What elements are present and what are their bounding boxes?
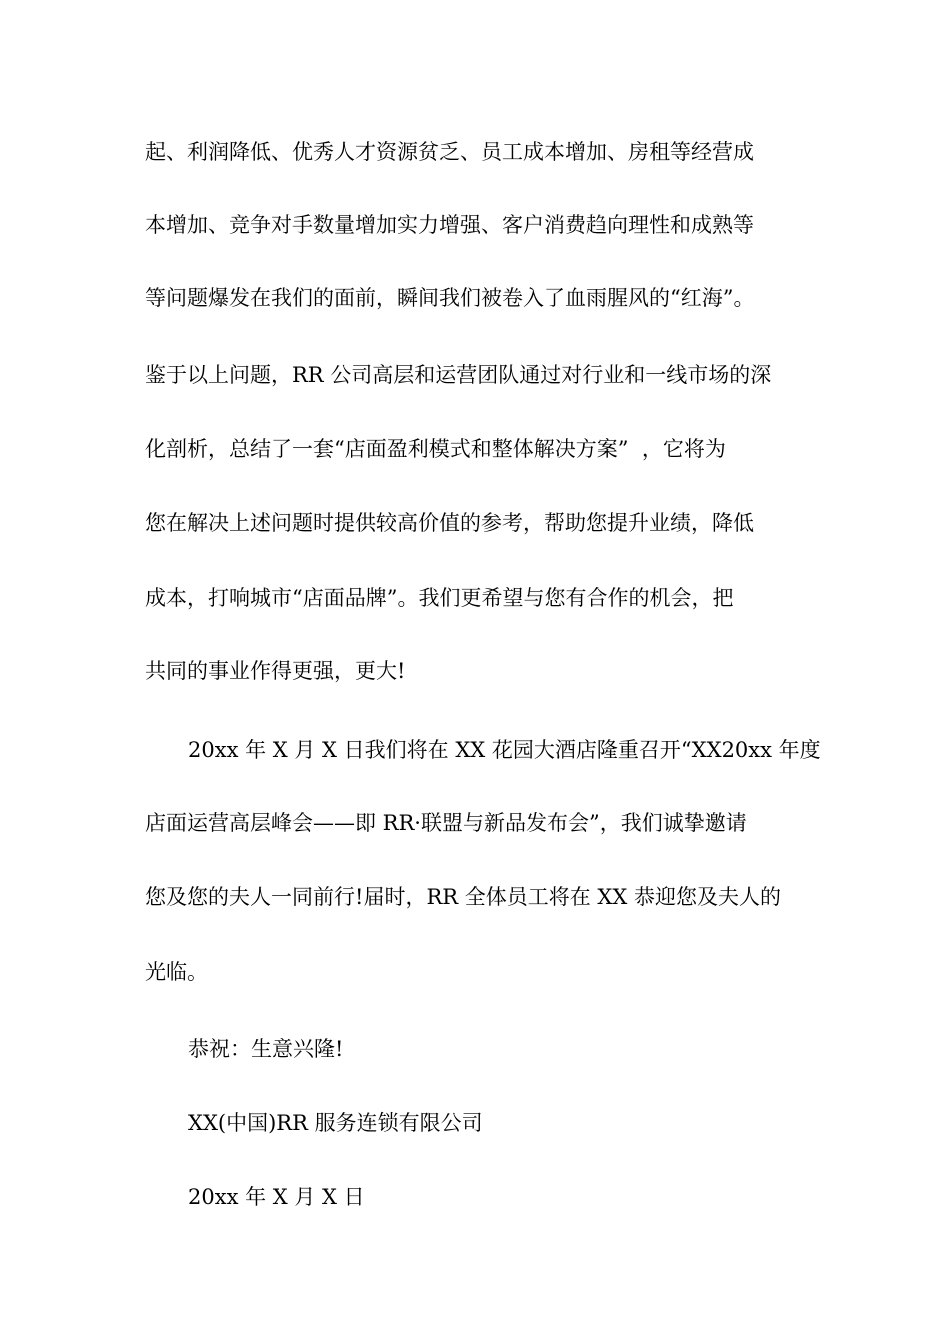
invitation-line-1: 20xx 年 X 月 X 日我们将在 XX 花园大酒店隆重召开“XX20xx 年度 [188, 738, 821, 762]
closing-wish: 恭祝：生意兴隆! [188, 1037, 344, 1061]
paragraph-line-2: 本增加、竞争对手数量增加实力增强、客户消费趋向理性和成熟等 [145, 213, 754, 237]
paragraph-line-4: 鉴于以上问题，RR 公司高层和运营团队通过对行业和一线市场的深 [145, 363, 772, 387]
paragraph-line-8: 共同的事业作得更强，更大! [145, 659, 406, 683]
paragraph-line-1: 起、利润降低、优秀人才资源贫乏、员工成本增加、房租等经营成 [145, 140, 754, 164]
paragraph-line-5: 化剖析，总结了一套“店面盈利模式和整体解决方案” ，它将为 [145, 437, 726, 461]
invitation-line-4: 光临。 [145, 960, 208, 984]
paragraph-line-6: 您在解决上述问题时提供较高价值的参考，帮助您提升业绩，降低 [145, 511, 754, 535]
paragraph-line-7: 成本，打响城市“店面品牌”。我们更希望与您有合作的机会，把 [145, 586, 734, 610]
invitation-line-3: 您及您的夫人一同前行!届时，RR 全体员工将在 XX 恭迎您及夫人的 [145, 885, 781, 909]
paragraph-line-3: 等问题爆发在我们的面前，瞬间我们被卷入了血雨腥风的“红海”。 [145, 286, 755, 310]
signature-date: 20xx 年 X 月 X 日 [188, 1185, 365, 1209]
company-signature: XX(中国)RR 服务连锁有限公司 [188, 1111, 483, 1135]
invitation-line-2: 店面运营高层峰会——即 RR·联盟与新品发布会”，我们诚挚邀请 [145, 811, 747, 835]
